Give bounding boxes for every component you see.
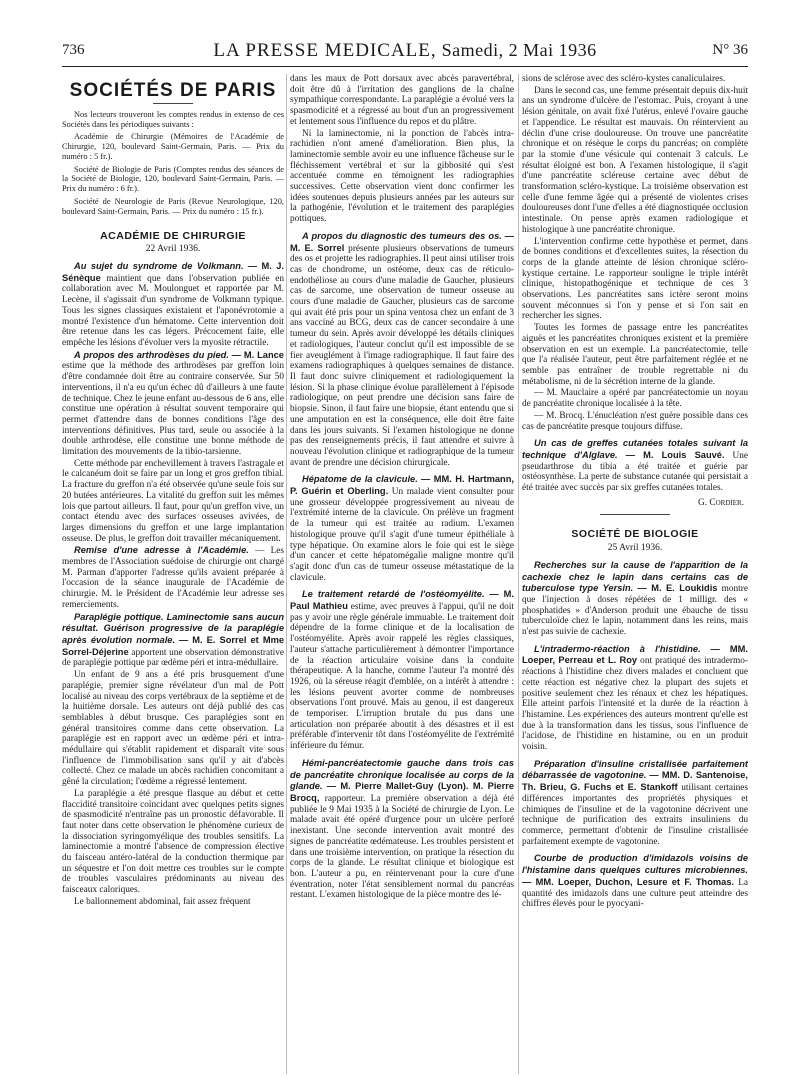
- notice-intro: Nos lecteurs trouveront les comptes rendus in extenso de ces Sociétés dans les périodiques suivants :: [62, 109, 284, 129]
- article-title: A propos du diagnostic des tumeurs des os.: [302, 230, 502, 241]
- notice-item: Académie de Chirurgie (Mémoires de l'Académie de Chirurgie, 120, boulevard Saint-Germain, Paris. — Prix du numéro : 5 fr.).: [62, 132, 284, 161]
- article-text: maintient que dans l'observation publiée en collaboration avec M. Moulonguet et rapportée par M. Lecène, il s'agissait d'un syndrome de Volkmann typique. Tous les signes classiques existaient et l'aponévrotomie a montré l'existence d'un hématome. Cette intervention doit être retenue dans les cas légers. Précocement faite, elle empêche les lésions d'évoluer vers la myosite rétractile.: [62, 273, 284, 348]
- paragraph: La paraplégie a été presque flasque au début et cette flaccidité transitoire coïncidant avec quelques petits signes de spasmodicité n'entraîne pas un pronostic défavorable. Il faut noter dans cette observation le phénomène curieux de la dissociation syringomyélique des troubles sensitifs. La laminectomie a montré l'absence de compression élective du faisceau antéro-latéral de la conduction thermique par un séquestre et l'on doit mettre ces troubles sur le compte de troubles vasculaires prédominants au niveau des faisceaux caloriques.: [62, 788, 284, 896]
- article-author: — M. Lance: [231, 349, 284, 360]
- article-title: L'intradermo-réaction à l'histidine.: [534, 643, 701, 654]
- article-author: — MM. H. Hartmann, P. Guérin et Oberling.: [290, 474, 514, 497]
- page-number: 736: [62, 42, 85, 58]
- section-divider: [600, 514, 670, 515]
- article-text: apportent une observation démonstrative de paraplégie pottique par œdème péri et intra-médullaire.: [62, 647, 284, 669]
- article-title: Hépatome de la clavicule.: [302, 474, 418, 485]
- section-title: SOCIÉTÉ DE BIOLOGIE: [571, 528, 699, 541]
- article-title: Préparation d'insuline cristallisée parfaitement débarrassée de vagotonine.: [522, 758, 748, 781]
- article-author: — M. E. Loukidis: [637, 583, 718, 594]
- article-text: — Les membres de l'Association suédoise de chirurgie ont chargé M. Parman d'apporter l'adresse qu'ils avaient préparée à l'occasion de la séance inaugurale de l'Académie de chirurgie. M. le Président de l'Académie leur adresse ses remerciements.: [62, 546, 284, 610]
- article-title: Recherches sur la cause de l'apparition de la cachexie chez le lapin dans certains cas de tuberculose type Yersin.: [522, 559, 748, 594]
- article: [290, 758, 514, 901]
- article-title: Paraplégie pottique. Laminectomie sans aucun résultat. Guérison progressive de la paraplégie après évolution normale.: [62, 611, 284, 645]
- paragraph: — M. Brocq. L'énucléation n'est guère possible dans ces cas de pancréatite presque toujours diffuse.: [522, 410, 748, 432]
- notice-item: Société de Neurologie de Paris (Revue Neurologique, 120, boulevard Saint-Germain, Paris. — Prix du numéro : 15 fr.).: [62, 197, 284, 216]
- article-author: — M. E. Sorrel: [290, 230, 514, 253]
- header-center: [62, 40, 748, 62]
- paragraph: Un enfant de 9 ans a été pris brusquement d'une paraplégie, premier signe révélateur d'un mal de Pott localisé au niveau des corps vertébraux de la septième et de la huitième dorsale. Les auteurs ont déjà publié des cas semblables à début brusque. Ces paraplégies sont en général transitoires comme dans cette observation. La paraplégie est en rapport avec un œdème péri et intra-médullaire qui s'établit rapidement et disparaît vite sous l'influence de l'immobilisation sans qu'il y ait d'abcès collecté. Chez ce malade un abcès rachidien concomitant a gêné la circulation; l'œdème a régressé lentement.: [62, 670, 284, 788]
- notice-item: Société de Biologie de Paris (Comptes rendus des séances de la Société de Biologie, 120, boulevard Saint-Germain, Paris. — Prix du numéro : 6 fr.).: [62, 164, 284, 194]
- article-title: Remise d'une adresse à l'Académie.: [74, 545, 249, 556]
- article-author: — MM. Loeper, Perreau et L. Roy: [522, 643, 748, 666]
- article: [522, 560, 748, 638]
- article-author: — M. E. Sorrel et Mme Sorrel-Déjerine: [62, 634, 284, 657]
- article-text: Un malade vient consulter pour une grosseur développée progressivement au niveau de l'extrémité interne de la clavicule. On prélève un fragment de la tumeur qui est traitée au radium. L'examen histologique prouve qu'il s'agit d'une tumeur épithéliale à type hépatique. On examine alors le foie qui est le siège d'un cancer et cette hépatomégalie maligne montre qu'il s'agit donc d'un cas de tumeur osseuse métastatique de la clavicule.: [290, 487, 514, 583]
- article-text: La quantité des imidazols dans une culture peut atteindre des chiffres élevés pour le pyocyani-: [522, 877, 748, 910]
- column-1: [62, 74, 284, 1074]
- societies-title: SOCIÉTÉS DE PARIS: [69, 80, 277, 101]
- column-2: [290, 74, 514, 1074]
- article-text: utilisant certaines différences importantes des propriétés physiques et chimiques de l'insuline et de la vagotonine décrivent une technique de purification des extraits insuliniens du commerce, permettant d'obtenir de l'insuline cristallisée parfaitement exempte de vagotonine.: [522, 783, 748, 847]
- column-rule-2: [518, 74, 519, 1074]
- issue-number: N° 36: [712, 42, 748, 58]
- article-author: — M. Paul Mathieu: [290, 589, 514, 612]
- paragraph: Ni la laminectomie, ni la ponction de l'abcès intra-rachidien n'ont amené d'amélioration. Bien plus, la laminectomie semble avoir eu une influence fâcheuse sur le fléchissement vertébral et sur la gibbosité qui s'est accentuée comme en témoignent les radiographies successives. Cette observation vient donc confirmer les idées soutenues depuis plusieurs années par les auteurs sur la pathogénie, l'évolution et le traitement des paraplégies pottiques.: [290, 128, 514, 225]
- article-author: — MM. Loeper, Duchon, Lesure et F. Thomas.: [522, 876, 735, 887]
- paragraph: Le ballonnement abdominal, fait assez fréquent: [74, 896, 251, 907]
- article-author: — M. J. Sénèque: [62, 261, 284, 283]
- article: [62, 545, 284, 610]
- signature: G. Cordier.: [698, 497, 744, 508]
- article-text: présente plusieurs observations de tumeurs des os et projette les radiographies. Il peut ainsi utiliser trois cas de chondrome, un ostéome, deux cas de réticulo-endothéliose au cours d'une maladie de Gaucher, plusieurs cas de sarcome, une observation de tumeur osseuse au cours d'une maladie de Gaucher, plusieurs cas de sarcome qui avait été pris pour un spina ventosa chez un enfant de 3 ans vacciné au BCG, deux cas de cancer secondaire à une tumeur du sein. Après avoir développé les détails cliniques et radiologiques, l'auteur conclut qu'il est impossible de se fier aveuglément à l'image radiographique. Il faut faire des examens radiographiques à quelques semaines de distance. Il faut donc suivre cliniquement et radiologiquement la lésion. Si la phase clinique évolue parallèlement à l'épisode radiologique, on peut prendre une décision sans faire de biopsie. Sinon, il faut faire une biopsie, étant entendu que si une amputation en est la conséquence, elle doit être faite dans les jours suivants. Si l'examen histologique ne donne pas des renseignements précis, il faut attendre et suivre à nouveau l'évolution clinique et radiographique de la tumeur avant de prendre une décision chirurgicale.: [290, 243, 514, 468]
- column-3: [522, 74, 748, 1074]
- article-text: Une pseudarthrose du tibia a été traitée et guérie par ostéosynthèse. La perte de substance cutanée qui persistait a été traitée avec succès par six greffes cutanées totales.: [522, 450, 748, 494]
- article: [522, 438, 748, 494]
- article-text: montre que l'injection à doses répétées de 1 milligr. des « phosphatides » d'Anderson produit une ébauche de tissu tuberculoïde chez le lapin, notamment dans les reins, mais n'est pas suivie de cachexie.: [522, 584, 748, 638]
- article: [62, 261, 284, 349]
- column-rule-1: [286, 74, 287, 1074]
- article-text: estime, avec preuves à l'appui, qu'il ne doit pas y avoir une règle générale immuable. Le traitement doit dépendre de la forme clinique et de la localisation de l'ostéomyélite. Après avoir rappelé les règles classiques, l'auteur s'attache particulièrement à démontrer l'importance de la réaction articulaire voisine dans la conduite thérapeutique. A la hanche, comme l'auteur l'a montré dès 1926, où la séreuse réagit d'emblée, on a intérêt à attendre : les lésions peuvent avorter comme de nombreuses observations l'ont prouvé. Mais au genou, il est dangereux de temporiser. L'irruption brutale du pus dans une articulation non préparée aboutit à des désastres et il est préférable d'intervenir tôt dans l'ostéomyélite de l'extrémité inférieure du fémur.: [290, 602, 514, 752]
- paragraph: Cette méthode par enchevillement à travers l'astragale et le calcanéum doit se faire par un long et gros greffon tibial. La fracture du greffon n'a été observée qu'une seule fois sur 20 butées antérieures. La vitalité du greffon suit les mêmes lois que partout ailleurs. Il faut, pour qu'un greffon vive, un contact étendu avec des surfaces osseuses avivées, de larges dimensions du greffon et une large implantation osseuse. De plus, le greffon doit travailler mécaniquement.: [62, 458, 284, 544]
- section-date: 25 Avril 1936.: [607, 543, 663, 554]
- section-date: 22 Avril 1936.: [145, 244, 201, 255]
- section-title: ACADÉMIE DE CHIRURGIE: [100, 229, 246, 242]
- article-text: rapporteur. La première observation a déjà été publiée le 9 Mai 1935 à la Société de chirurgie de Lyon. Le malade avait été opéré d'urgence pour un ulcère perforé inexistant. Une seconde intervention avait montré des signes de pancréatite œdémateuse. Les troubles persistent et dans une troisième intervention, on pratique la résection du corps de la glande. Le résultat clinique et biologique est bon. L'auteur a pu, en réintervenant pour la cure d'une éventration, noter l'état sensiblement normal du pancréas restant. L'examen histologique de la pièce montre des lé-: [290, 794, 514, 901]
- article: [522, 759, 748, 848]
- article-text: estime que la méthode des arthrodèses par greffon loin d'être condamnée doit être au contraire conservée. Sur 50 interventions, il n'a eu qu'un échec dû d'ailleurs à une faute de technique. Chez le jeune enfant au-dessous de 6 ans, elle constitue une opération à résultat souvent temporaire qui permet d'attendre dans de bonnes conditions l'âge des interventions définitives. Plus tard, seule ou associée à la double arthrodèse, elle constitue une bonne méthode de limitation des mouvements de la tibio-tarsienne.: [62, 361, 284, 458]
- paragraph: dans les maux de Pott dorsaux avec abcès paravertébral, doit être dû à l'irritation des ganglions de la chaîne sympathique correspondante. La paraplégie a évolué vers la spasmodicité et a régressé au bout d'un an progressivement et lentement sous l'influence du repos et du plâtre.: [290, 74, 514, 127]
- article: [62, 612, 284, 670]
- article-text: ont pratiqué des intradermo-réactions à l'histidine chez divers malades et concluent que cette réaction est négative chez la plupart des sujets et positive seulement chez les rénaux et chez les hépatiques. Elle atteint parfois l'intensité et la durée de la réaction à l'histamine. Les expériences des auteurs montrent qu'elle est due à la transformation dans les tissus, sous l'influence de l'acidose, de l'histidine en histamine, ou en un produit voisin.: [522, 656, 748, 753]
- article-title: Le traitement retardé de l'ostéomyélite.: [302, 589, 485, 600]
- article-author: — M. Louis Sauvé.: [625, 449, 725, 460]
- article-title: Au sujet du syndrome de Volkmann.: [74, 261, 244, 272]
- article: [290, 589, 514, 752]
- article: [522, 644, 748, 753]
- page-header: [62, 40, 748, 67]
- article-title: Un cas de greffes cutanées totales suivant la technique d'Alglave.: [522, 438, 748, 460]
- title-divider: [153, 103, 193, 104]
- paragraph: Toutes les formes de passage entre les pancréatites aiguës et les pancréatites chroniques existent et la première observation en est un exemple. La pancréatectomie, telle que l'a réalisée l'auteur, peut être parfaitement réglée et ne semble pas entraîner de trouble regrettable ni du métabolisme, ni de la sécrétion interne de la glande.: [522, 323, 748, 387]
- article: [290, 231, 514, 468]
- article: [62, 350, 284, 458]
- issue-date: Samedi, 2 Mai 1936: [441, 40, 597, 60]
- article-author: — M. Pierre Mallet-Guy (Lyon). M. Pierre Brocq,: [290, 781, 514, 803]
- article-title: A propos des arthrodèses du pied.: [74, 349, 229, 360]
- newspaper-name: LA PRESSE MEDICALE,: [213, 40, 437, 61]
- paragraph: — M. Mauclaire a opéré par pancréatectomie un noyau de pancréatite chronique localisée à la tête.: [522, 388, 748, 410]
- article-title: Hémi-pancréatectomie gauche dans trois cas de pancréatite chronique localisée au corps de la glande.: [290, 757, 514, 792]
- paragraph: L'intervention confirme cette hypothèse et permet, dans de bonnes conditions et d'excellentes suites, la résection du corps de la glande atteinte de lésion chronique scléro-kystique certaine. Le rapporteur souligne le triple intérêt clinique, histopathogénique et technique de ces 3 observations. Les pancréatites sans ictère seront moins souvent méconnues si l'on y pense et si l'on sait en rechercher les signes.: [522, 236, 748, 322]
- article: [522, 853, 748, 910]
- article-title: Courbe de production d'imidazols voisins de l'histamine dans quelques cultures microbiennes.: [522, 853, 748, 876]
- paragraph: Dans le second cas, une femme présentait depuis dix-huit ans un syndrome d'ulcère de l'estomac. Puis, croyant à une lésion génitale, on avait fixé l'utérus, enlevé l'ovaire gauche et l'appendice. Le résultat est mauvais. On réintervient au déclin d'une crise douloureuse. On trouve une pancréatite chronique et on résèque le corps du pancréas; on complète par la stomie d'une vésicule qui contenait 3 calculs. Le résultat éloigné est bon. A l'examen histologique, il s'agit d'une pancréatite scléreuse certaine avec début de transformation scléro-kystique. La troisième observation est celle d'une femme âgée qui a présenté de violentes crises douloureuses dont l'une d'elles a été diagnostiquée occlusion intestinale. On pense après examen radiologique et histologique à une pancréatite chronique.: [522, 85, 748, 235]
- paragraph: sions de sclérose avec des scléro-kystes canaliculaires.: [522, 74, 726, 84]
- article-author: — MM. D. Santenoise, Th. Brieu, G. Fuchs et E. Stankoff: [522, 770, 748, 793]
- article: [290, 474, 514, 583]
